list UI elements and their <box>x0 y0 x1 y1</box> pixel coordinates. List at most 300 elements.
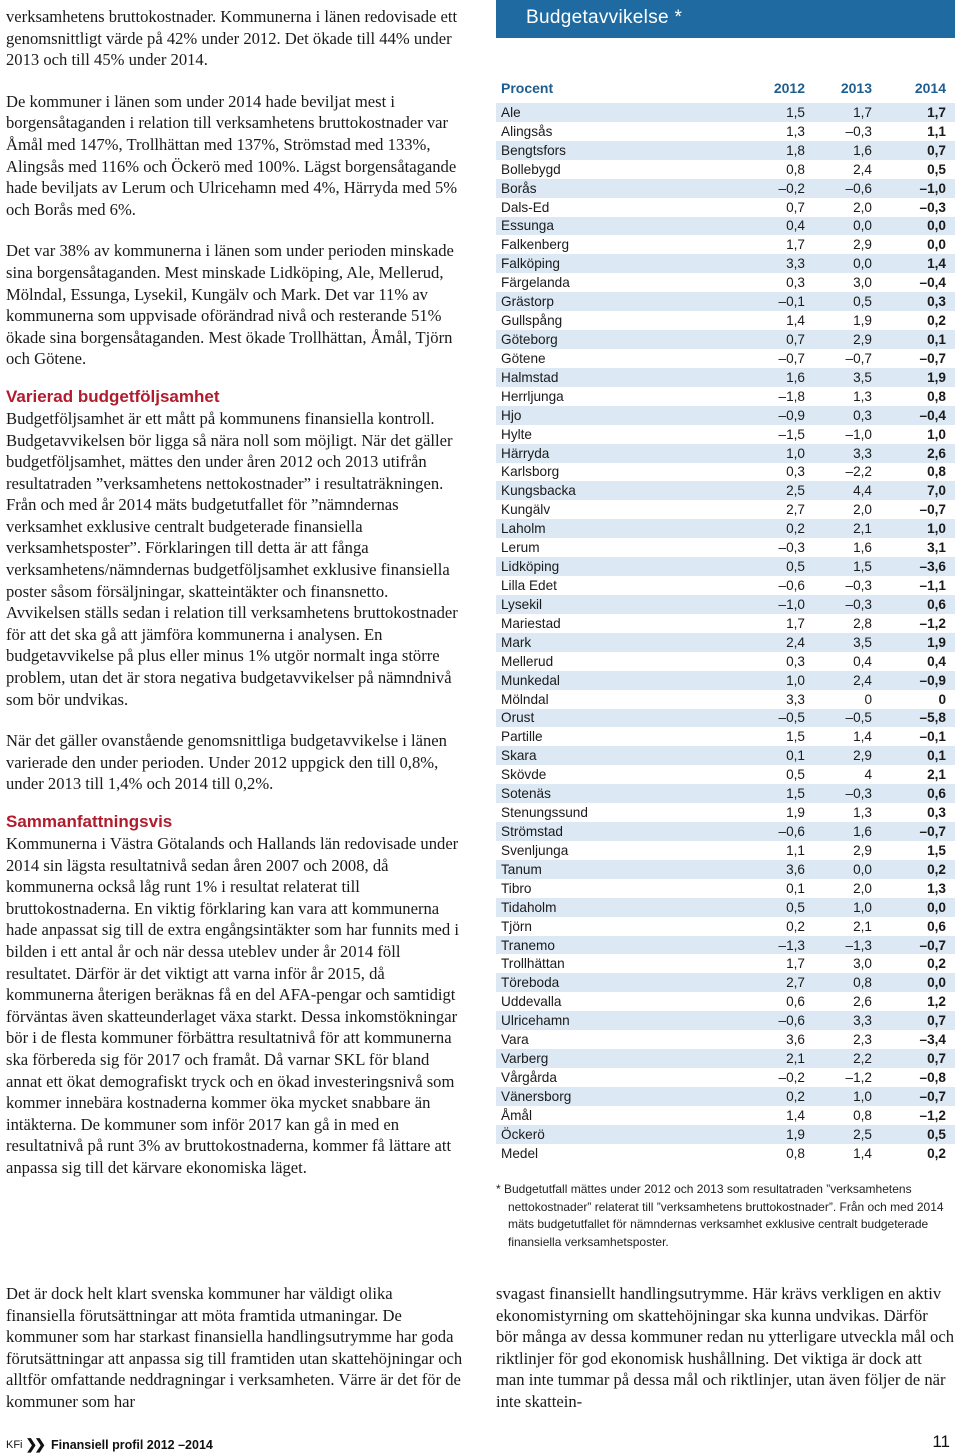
table-row <box>496 1106 955 1125</box>
row-municipality: Tjörn <box>501 918 532 934</box>
row-value-2013: 1,7 <box>853 104 872 120</box>
row-value-2013: 4,4 <box>853 483 872 499</box>
row-value-2014: 1,3 <box>927 880 946 896</box>
row-value-2014: 2,6 <box>927 445 946 461</box>
row-value-2014: –0,9 <box>919 672 946 688</box>
row-municipality: Mellerud <box>501 653 554 669</box>
table-row <box>496 235 955 254</box>
row-value-2012: 2,5 <box>786 483 805 499</box>
row-value-2014: 0,1 <box>927 748 946 764</box>
brand-logo: KFi <box>6 1438 23 1451</box>
table-row <box>496 1030 955 1049</box>
row-value-2012: –0,7 <box>778 350 805 366</box>
row-municipality: Åmål <box>501 1107 532 1123</box>
row-municipality: Tidaholm <box>501 899 557 915</box>
row-municipality: Hylte <box>501 426 532 442</box>
row-value-2013: 2,3 <box>853 1032 872 1048</box>
row-value-2014: –1,2 <box>919 615 946 631</box>
row-municipality: Alingsås <box>501 123 553 139</box>
row-value-2012: 1,8 <box>786 142 805 158</box>
table-row <box>496 160 955 179</box>
table-row <box>496 860 955 879</box>
budget-table <box>496 0 955 1163</box>
row-municipality: Halmstad <box>501 369 559 385</box>
table-row <box>496 709 955 728</box>
row-value-2012: 1,7 <box>786 956 805 972</box>
row-municipality: Lysekil <box>501 596 543 612</box>
row-value-2013: 1,0 <box>853 899 872 915</box>
row-value-2014: 0,2 <box>927 861 946 877</box>
row-value-2012: 0,8 <box>786 1145 805 1161</box>
row-value-2012: –1,0 <box>778 596 805 612</box>
row-municipality: Bollebygd <box>501 161 561 177</box>
row-municipality: Herrljunga <box>501 388 564 404</box>
row-value-2014: –1,1 <box>919 578 946 593</box>
table-row <box>496 614 955 633</box>
row-municipality: Medel <box>501 1145 539 1161</box>
table-row <box>496 179 955 198</box>
row-value-2014: –0,3 <box>919 199 946 215</box>
col-year-2012: 2012 <box>773 80 805 96</box>
row-value-2013: 2,4 <box>853 672 872 688</box>
table-row <box>496 822 955 841</box>
table-row <box>496 917 955 936</box>
row-value-2014: 0,3 <box>927 294 946 310</box>
row-municipality: Tibro <box>501 880 532 896</box>
row-value-2013: 2,1 <box>853 521 872 537</box>
row-value-2014: –5,8 <box>919 710 946 726</box>
row-value-2014: –0,7 <box>919 502 946 518</box>
table-row <box>496 538 955 557</box>
paragraph-bottom-right: svagast finansiellt handlingsutrymme. Här krävs verkligen en aktiv ekonomistyrning om skattehöjningar ska kunna undvikas. Därför bör många av dessa kommuner redan nu ytterligare utveckla mål och riktlinjer för god ekonomisk hushållning. Det viktiga är dock att man inte tummar på dessa mål och riktlinjer, utan även följer de när inte skattein- <box>496 1284 955 1411</box>
row-value-2013: –1,0 <box>845 426 872 442</box>
row-value-2014: 0,0 <box>927 975 946 991</box>
row-value-2013: 2,1 <box>853 918 872 934</box>
row-municipality: Falköping <box>501 256 560 272</box>
row-value-2013: –0,3 <box>845 786 872 802</box>
left-column <box>6 6 464 1199</box>
table-row <box>496 973 955 992</box>
bottom-left-column <box>6 1283 464 1413</box>
row-value-2014: –0,7 <box>919 937 946 953</box>
row-value-2012: 1,9 <box>786 1126 805 1142</box>
row-municipality: Dals-Ed <box>501 199 550 215</box>
row-value-2012: 0,5 <box>786 899 805 915</box>
paragraph-1: verksamhetens bruttokostnader. Kommunerna i länen redovisade ett genomsnittligt värde på 42% under 2012. Det ökade till 44% under 2013 och till 45% under 2014. <box>6 7 458 70</box>
row-municipality: Partille <box>501 729 543 745</box>
row-value-2013: –0,3 <box>845 123 872 139</box>
row-value-2013: 2,6 <box>853 994 872 1010</box>
row-municipality: Vänersborg <box>501 1088 572 1104</box>
row-municipality: Lerum <box>501 540 540 556</box>
table-row <box>496 122 955 141</box>
row-value-2012: –0,1 <box>778 294 805 310</box>
row-value-2013: –1,3 <box>845 937 872 953</box>
table-row <box>496 841 955 860</box>
row-value-2013: 2,8 <box>853 615 872 631</box>
row-value-2014: 0,2 <box>927 313 946 329</box>
double-chevron-icon: ❯❯ <box>25 1436 43 1452</box>
row-municipality: Lidköping <box>501 559 560 575</box>
row-municipality: Munkedal <box>501 672 560 688</box>
heading-summary: Sammanfattningsvis <box>6 812 173 831</box>
table-row <box>496 1049 955 1068</box>
row-value-2013: 2,2 <box>853 1051 872 1067</box>
row-value-2012: 1,9 <box>786 805 805 821</box>
row-municipality: Hjo <box>501 407 522 423</box>
row-municipality: Svenljunga <box>501 842 569 858</box>
row-value-2013: –0,6 <box>845 180 872 196</box>
table-row <box>496 349 955 368</box>
row-municipality: Karlsborg <box>501 464 560 480</box>
row-municipality: Öckerö <box>501 1126 545 1142</box>
row-value-2014: 7,0 <box>927 483 946 499</box>
row-value-2012: 2,7 <box>786 975 805 991</box>
row-municipality: Tanum <box>501 861 542 877</box>
row-municipality: Strömstad <box>501 823 563 839</box>
row-municipality: Tranemo <box>501 937 555 953</box>
row-value-2014: –0,1 <box>919 729 946 745</box>
table-row <box>496 368 955 387</box>
row-value-2013: –0,3 <box>845 596 872 612</box>
row-value-2014: –0,7 <box>919 823 946 839</box>
row-value-2012: –0,2 <box>778 180 805 196</box>
table-row <box>496 481 955 500</box>
row-municipality: Vara <box>501 1032 529 1048</box>
row-value-2013: 2,9 <box>853 842 872 858</box>
row-municipality: Orust <box>501 710 535 726</box>
table-row <box>496 765 955 784</box>
row-value-2014: 0,2 <box>927 956 946 972</box>
row-value-2012: –0,6 <box>778 578 805 593</box>
table-row <box>496 954 955 973</box>
table-row <box>496 1125 955 1144</box>
row-value-2014: 0,6 <box>927 918 946 934</box>
table-row <box>496 463 955 482</box>
row-value-2013: 0,0 <box>853 861 872 877</box>
row-value-2012: 1,4 <box>786 313 805 329</box>
row-value-2012: 0,7 <box>786 332 805 348</box>
table-row <box>496 557 955 576</box>
table-row <box>496 784 955 803</box>
row-value-2012: 2,1 <box>786 1051 805 1067</box>
bottom-right-column <box>496 1283 954 1413</box>
row-value-2012: 0,4 <box>786 218 805 234</box>
row-municipality: Härryda <box>501 445 550 461</box>
row-value-2013: 1,4 <box>853 1145 872 1161</box>
row-value-2012: –0,5 <box>778 710 805 726</box>
row-municipality: Kungsbacka <box>501 483 576 499</box>
row-value-2013: 2,4 <box>853 161 872 177</box>
row-value-2012: 0,3 <box>786 275 805 291</box>
row-value-2013: 2,9 <box>853 332 872 348</box>
row-value-2012: 1,6 <box>786 369 805 385</box>
row-value-2012: 1,3 <box>786 123 805 139</box>
row-value-2014: 0,0 <box>927 899 946 915</box>
row-value-2012: 2,4 <box>786 634 805 650</box>
table-row <box>496 444 955 463</box>
row-value-2013: 2,9 <box>853 748 872 764</box>
table-row <box>496 273 955 292</box>
row-value-2014: 1,5 <box>927 842 946 858</box>
row-value-2014: –0,8 <box>919 1069 946 1085</box>
row-value-2014: 1,9 <box>927 634 946 650</box>
row-municipality: Ulricehamn <box>501 1013 570 1029</box>
row-value-2013: 3,0 <box>853 956 872 972</box>
row-value-2012: 1,1 <box>786 842 805 858</box>
table-row <box>496 1011 955 1030</box>
table-row <box>496 1068 955 1087</box>
page-number: 11 <box>932 1432 950 1451</box>
row-value-2014: 1,0 <box>927 426 946 442</box>
row-value-2014: 0,6 <box>927 786 946 802</box>
paragraph-3: Det var 38% av kommunerna i länen som under perioden minskade sina borgensåtaganden. Mest minskade Lidköping, Ale, Mellerud, Mölndal, Essunga, Lysekil, Kungälv och Mark. Det var 11% av kommunerna som uppvisade oförändrad nivå och resterande 51% ökade sina borgensåtaganden. Mest ökade Trollhättan, Åmål, Tjörn och Götene. <box>6 241 454 369</box>
row-value-2014: 0,8 <box>927 388 946 404</box>
table-row <box>496 595 955 614</box>
row-value-2014: 0,0 <box>927 218 946 234</box>
row-value-2014: 0,5 <box>927 1126 946 1142</box>
row-value-2012: 0,1 <box>786 880 805 896</box>
row-value-2014: 1,9 <box>927 369 946 385</box>
row-value-2013: 1,5 <box>853 559 872 575</box>
row-value-2013: 2,0 <box>853 502 872 518</box>
row-municipality: Gullspång <box>501 313 563 329</box>
row-value-2014: 0,1 <box>927 332 946 348</box>
row-municipality: Kungälv <box>501 502 551 518</box>
row-value-2014: 0,3 <box>927 805 946 821</box>
row-value-2012: 1,5 <box>786 729 805 745</box>
row-municipality: Bengtsfors <box>501 142 566 158</box>
row-value-2013: 0,8 <box>853 975 872 991</box>
col-year-2014: 2014 <box>914 80 946 96</box>
row-value-2013: –0,3 <box>845 578 872 593</box>
row-value-2012: 0,2 <box>786 918 805 934</box>
row-value-2012: –0,2 <box>778 1069 805 1085</box>
row-value-2012: –0,9 <box>778 407 805 423</box>
row-value-2013: 3,3 <box>853 445 872 461</box>
row-value-2014: 1,4 <box>927 256 946 272</box>
col-year-2013: 2013 <box>840 80 872 96</box>
row-value-2012: 0,6 <box>786 994 805 1010</box>
row-value-2014: 0,2 <box>927 1145 946 1161</box>
row-value-2012: –1,3 <box>778 937 805 953</box>
row-value-2014: –1,2 <box>919 1107 946 1123</box>
row-value-2012: 1,5 <box>786 786 805 802</box>
table-row <box>496 727 955 746</box>
row-municipality: Götene <box>501 350 546 366</box>
row-value-2013: 0,4 <box>853 653 872 669</box>
table-row <box>496 576 955 595</box>
table-row <box>496 217 955 236</box>
row-value-2013: 1,4 <box>853 729 872 745</box>
row-municipality: Stenungssund <box>501 805 588 821</box>
paragraph-4: Budgetföljsamhet är ett mått på kommunens finansiella kontroll. Budgetavvikelsen bör ligga så nära noll som möjligt. När det gäller budgetföljsamhet, mättes den under åren 2012 och 2013 utifrån resultatraden ”verksamhetens nettokostnader” i resultaträkningen. Från och med år 2014 mäts budgetutfallet för ”nämndernas verksamhet exklusive centralt budgeterade finansiella verksamhetsposter”. Förklaringen till detta är att fånga verksamhetens/nämndernas budgetföljsamhet exklusive finansiella poster såsom försäljningar, skatteintäkter och finansnetto. Avvikelsen ställs sedan i relation till verksamhetens bruttokostnader för att det ska gå att jämföra kommunerna i analysen. En budgetavvikelse på plus eller minus 1% utgör normalt inga större problem, utan det är stora negativa budgetavvikelser på nämndnivå som bör undvikas. <box>6 408 458 709</box>
paragraph-bottom-left: Det är dock helt klart svenska kommuner har väldigt olika finansiella förutsättningar att möta framtida utmaningar. De kommuner som har starkast finansiella handlingsutrymme har goda förutsättningar att anpassa sig till framtiden utan skattehöjningar och alltför omfattande neddragningar i verksamheten. Värre är det för de kommuner som har <box>6 1284 463 1411</box>
row-value-2014: –0,7 <box>919 1088 946 1104</box>
row-value-2012: 0,1 <box>786 748 805 764</box>
table-row <box>496 633 955 652</box>
row-value-2013: 4 <box>864 767 872 783</box>
row-value-2012: 0,5 <box>786 559 805 575</box>
row-value-2014: 0,0 <box>927 237 946 253</box>
row-value-2012: –0,6 <box>778 823 805 839</box>
table-row <box>496 330 955 349</box>
row-value-2012: 2,7 <box>786 502 805 518</box>
row-value-2013: 1,9 <box>853 313 872 329</box>
row-value-2012: 0,2 <box>786 1088 805 1104</box>
row-value-2012: 1,4 <box>786 1107 805 1123</box>
row-value-2014: 3,1 <box>927 540 946 556</box>
table-title: Budgetavvikelse * <box>496 0 955 38</box>
row-value-2013: 3,5 <box>853 369 872 385</box>
table-row <box>496 879 955 898</box>
row-value-2013: 3,5 <box>853 634 872 650</box>
row-value-2014: 0,7 <box>927 1013 946 1029</box>
row-value-2012: –0,6 <box>778 1013 805 1029</box>
table-row <box>496 671 955 690</box>
row-value-2013: 2,0 <box>853 199 872 215</box>
row-municipality: Töreboda <box>501 975 560 991</box>
row-municipality: Mariestad <box>501 615 561 631</box>
table-body <box>496 103 955 1163</box>
row-value-2013: 1,3 <box>853 388 872 404</box>
row-value-2013: –0,5 <box>845 710 872 726</box>
row-value-2012: 3,6 <box>786 861 805 877</box>
row-value-2013: –1,2 <box>845 1069 872 1085</box>
table-header-row <box>496 38 955 103</box>
row-value-2013: 2,0 <box>853 880 872 896</box>
row-value-2012: 0,5 <box>786 767 805 783</box>
table-footnote <box>496 1181 952 1251</box>
table-row <box>496 803 955 822</box>
row-value-2012: 1,0 <box>786 672 805 688</box>
page-footer <box>6 1436 213 1453</box>
row-value-2013: 0,0 <box>853 218 872 234</box>
row-value-2012: –1,5 <box>778 426 805 442</box>
row-value-2013: 1,6 <box>853 142 872 158</box>
row-municipality: Lilla Edet <box>501 578 557 593</box>
row-municipality: Borås <box>501 180 537 196</box>
row-municipality: Vårgårda <box>501 1069 557 1085</box>
row-value-2014: 0,4 <box>927 653 946 669</box>
table-row <box>496 1087 955 1106</box>
row-municipality: Trollhättan <box>501 956 565 972</box>
table-row <box>496 103 955 122</box>
col-label: Procent <box>501 80 554 96</box>
row-value-2014: –3,4 <box>919 1032 946 1048</box>
table-row <box>496 198 955 217</box>
paragraph-6: Kommunerna i Västra Götalands och Hallands län redovisade under 2014 sin lägsta resultatnivå sedan åren 2007 och 2008, då kommunerna också låg runt 1% i resultat relaterat till bruttokostnaderna. En viktig förklaring kan vara att kommunerna hade anpassat sig till de extra engångsintäkter som har funnits med i bilden i ett antal år och när dessa uteblev under år 2014 föll resultatet. Därför är det viktigt att varna inför år 2015, då kommunerna återigen beräknas få en del AFA-pengar och samtidigt förväntas även skatteunderlaget växa starkt. Dessa inkomstökningar bör i de flesta kommuner förbättra resultatnivå för att kommunerna ska förbereda sig för 2017 och framåt. Då varnar SKL för bland annat ett ökat demografiskt tryck och en ökad investeringsnivå som kommer innebära kostnaderna kommer öka mycket snabbare än intäkterna. De kommuner som inför 2017 kan gå in med en resultatnivå på runt 3% av bruttokostnaderna, kommer få lättare att anpassa sig till det kärvare ekonomiska läget. <box>6 834 459 1177</box>
row-municipality: Essunga <box>501 218 554 234</box>
table-row <box>496 311 955 330</box>
table-row <box>496 500 955 519</box>
row-municipality: Skövde <box>501 767 547 783</box>
row-value-2012: 0,3 <box>786 653 805 669</box>
row-value-2012: 0,8 <box>786 161 805 177</box>
row-municipality: Sotenäs <box>501 786 551 802</box>
row-value-2014: 1,2 <box>927 994 946 1010</box>
row-value-2013: 0,3 <box>853 407 872 423</box>
table-row <box>496 898 955 917</box>
row-value-2012: 0,2 <box>786 521 805 537</box>
row-municipality: Grästorp <box>501 294 554 310</box>
row-value-2014: –0,4 <box>919 275 946 291</box>
table-row <box>496 519 955 538</box>
row-value-2012: 3,3 <box>786 256 805 272</box>
row-value-2013: 3,3 <box>853 1013 872 1029</box>
row-value-2012: 0,3 <box>786 464 805 480</box>
row-value-2013: 0 <box>864 691 872 707</box>
row-value-2012: 3,6 <box>786 1032 805 1048</box>
table-row <box>496 992 955 1011</box>
table-row <box>496 652 955 671</box>
table-row <box>496 690 955 709</box>
row-value-2013: 2,5 <box>853 1126 872 1142</box>
row-municipality: Mölndal <box>501 691 549 707</box>
row-value-2014: 1,0 <box>927 521 946 537</box>
table-row <box>496 425 955 444</box>
row-value-2014: 0,5 <box>927 161 946 177</box>
table-row <box>496 1144 955 1163</box>
row-municipality: Ale <box>501 104 521 120</box>
row-value-2014: 1,7 <box>927 104 946 120</box>
row-value-2014: 0,7 <box>927 142 946 158</box>
row-value-2014: –1,0 <box>919 180 946 196</box>
row-value-2012: 1,5 <box>786 104 805 120</box>
row-municipality: Göteborg <box>501 332 558 348</box>
table-row <box>496 406 955 425</box>
row-value-2013: 1,3 <box>853 805 872 821</box>
paragraph-2: De kommuner i länen som under 2014 hade beviljat mest i borgensåtaganden i relation till verksamhetens bruttokostnader var Åmål med 147%, Trollhättan med 137%, Strömstad med 133%, Alingsås med 116% och Öckerö med 100%. Lägst borgensåtagande hade beviljats av Lerum och Ulricehamn med 4%, Härryda med 5% och Borås med 6%. <box>6 91 458 219</box>
row-value-2014: –0,7 <box>919 350 946 366</box>
row-value-2013: 0,0 <box>853 256 872 272</box>
paragraph-5: När det gäller ovanstående genomsnittliga budgetavvikelse i länen varierade den under perioden. Under 2012 uppgick den till 0,8%, under 2013 till 1,4% och 2014 till 0,2%. <box>6 731 447 794</box>
row-value-2014: 0,7 <box>927 1051 946 1067</box>
row-value-2013: 1,6 <box>853 823 872 839</box>
row-value-2012: –0,3 <box>778 540 805 556</box>
row-value-2012: 1,7 <box>786 237 805 253</box>
row-municipality: Uddevalla <box>501 994 562 1010</box>
row-municipality: Skara <box>501 748 537 764</box>
row-municipality: Falkenberg <box>501 237 570 253</box>
table-row <box>496 936 955 955</box>
row-municipality: Mark <box>501 634 532 650</box>
table-row <box>496 141 955 160</box>
table-row <box>496 746 955 765</box>
row-value-2013: 1,6 <box>853 540 872 556</box>
row-value-2013: 0,8 <box>853 1107 872 1123</box>
row-value-2014: –0,4 <box>919 407 946 423</box>
row-value-2014: 0 <box>938 691 946 707</box>
row-value-2013: –0,7 <box>845 350 872 366</box>
footnote-text: * Budgetutfall mättes under 2012 och 2013 som resultatraden ”verksamhetens nettokostnader” relaterat till ”verksamhetens bruttokostnader”. Från och med 2014 mäts budgetutfallet för nämndernas verksamhet exklusive centralt budgeterade finansiella verksamhetsposter. <box>496 1182 944 1249</box>
row-value-2014: 2,1 <box>927 767 946 783</box>
row-value-2012: 0,7 <box>786 199 805 215</box>
heading-budget: Varierad budgetföljsamhet <box>6 386 220 406</box>
row-value-2014: –3,6 <box>919 559 946 575</box>
row-value-2013: 3,0 <box>853 275 872 291</box>
table-row <box>496 292 955 311</box>
footer-title: Finansiell profil 2012 –2014 <box>50 1437 213 1452</box>
row-value-2014: 0,6 <box>927 596 946 612</box>
row-value-2012: –1,8 <box>778 388 805 404</box>
row-value-2013: 2,9 <box>853 237 872 253</box>
row-value-2014: 0,8 <box>927 464 946 480</box>
row-value-2012: 1,7 <box>786 615 805 631</box>
table-row <box>496 387 955 406</box>
row-municipality: Laholm <box>501 521 546 537</box>
row-value-2012: 3,3 <box>786 691 805 707</box>
